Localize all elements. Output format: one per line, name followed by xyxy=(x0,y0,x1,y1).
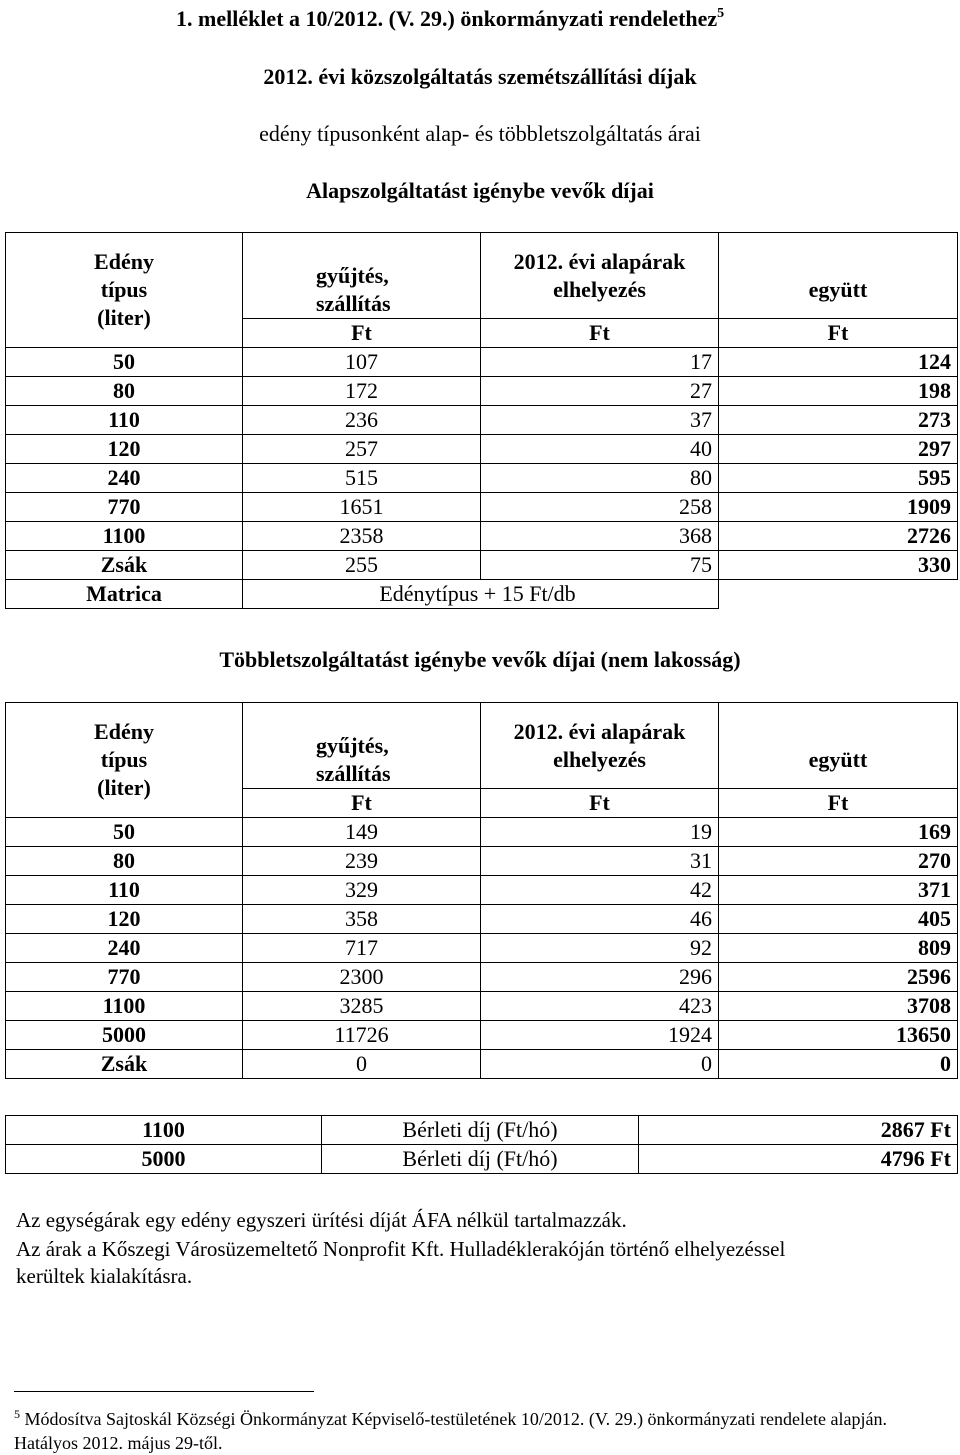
rental-size-cell: 5000 xyxy=(6,1145,322,1174)
total-price-cell: 273 xyxy=(719,406,958,435)
basic-rows xyxy=(6,348,958,580)
disposal-price-cell: 46 xyxy=(481,905,719,934)
disposal-price-cell: 423 xyxy=(481,992,719,1021)
table-row xyxy=(6,464,958,493)
table-row xyxy=(6,876,958,905)
total-price-cell: 270 xyxy=(719,847,958,876)
collection-header xyxy=(243,233,481,319)
disposal-price-cell: 40 xyxy=(481,435,719,464)
table-row xyxy=(6,847,958,876)
disposal-price-cell: 75 xyxy=(481,551,719,580)
total-price-cell: 371 xyxy=(719,876,958,905)
container-size-cell: 770 xyxy=(6,493,243,522)
unit-cell: Ft xyxy=(481,789,719,818)
header-line: szállítás xyxy=(316,291,391,316)
table-header-row xyxy=(6,703,958,789)
total-price-cell: 0 xyxy=(719,1050,958,1079)
header-line: elhelyezés xyxy=(553,746,646,772)
collection-price-cell: 2358 xyxy=(243,522,481,551)
collection-price-cell: 107 xyxy=(243,348,481,377)
table-row xyxy=(6,435,958,464)
header-line: típus xyxy=(100,747,148,772)
container-size-cell: 80 xyxy=(6,377,243,406)
container-size-cell: 50 xyxy=(6,348,243,377)
footnote-separator xyxy=(14,1391,314,1392)
container-size-cell: 240 xyxy=(6,464,243,493)
year-prices-label: 2012. évi alapárak xyxy=(513,248,686,274)
table-header-row xyxy=(6,233,958,319)
container-size-cell: 120 xyxy=(6,435,243,464)
disposal-header xyxy=(481,703,719,789)
collection-price-cell: 11726 xyxy=(243,1021,481,1050)
table-row xyxy=(6,934,958,963)
container-size-cell: 80 xyxy=(6,847,243,876)
container-size-cell: Zsák xyxy=(6,1050,243,1079)
disposal-price-cell: 42 xyxy=(481,876,719,905)
container-size-cell: 1100 xyxy=(6,992,243,1021)
disposal-price-cell: 258 xyxy=(481,493,719,522)
year-prices-label: 2012. évi alapárak xyxy=(513,718,686,744)
extra-section-title: Többletszolgáltatást igénybe vevők díjai (nem lakosság) xyxy=(219,647,741,672)
total-price-cell: 3708 xyxy=(719,992,958,1021)
total-price-cell: 595 xyxy=(719,464,958,493)
collection-price-cell: 2300 xyxy=(243,963,481,992)
table-row xyxy=(6,905,958,934)
table-row xyxy=(6,493,958,522)
matrica-value-text: Edénytípus + 15 Ft/db xyxy=(379,581,576,606)
header-line: Edény xyxy=(94,249,154,274)
container-size-cell: 110 xyxy=(6,406,243,435)
total-header xyxy=(719,703,958,789)
container-size-cell: 1100 xyxy=(6,522,243,551)
container-size-cell: 50 xyxy=(6,818,243,847)
header-line: típus xyxy=(100,277,148,302)
basic-section-title: Alapszolgáltatást igénybe vevők díjai xyxy=(306,178,654,203)
matrica-label: Matrica xyxy=(6,580,243,609)
total-price-cell: 2726 xyxy=(719,522,958,551)
collection-price-cell: 717 xyxy=(243,934,481,963)
table-row xyxy=(6,818,958,847)
total-price-cell: 2596 xyxy=(719,963,958,992)
note-2: Az árak a Kőszegi Városüzemeltető Nonprofit Kft. Hulladéklerakóján történő elhelyezéssel xyxy=(16,1237,786,1261)
header-line: Edény xyxy=(94,719,154,744)
header-line: elhelyezés xyxy=(553,276,646,302)
disposal-price-cell: 27 xyxy=(481,377,719,406)
collection-price-cell: 329 xyxy=(243,876,481,905)
doc-subtitle: edény típusonként alap- és többletszolgáltatás árai xyxy=(259,121,701,146)
footnote-text: Módosítva Sajtoskál Községi Önkormányzat Képviselő-testületének 10/2012. (V. 29.) önkormányzati rendelete alapján. Hatályos 2012. május 29-től. xyxy=(14,1409,887,1453)
total-header xyxy=(719,233,958,319)
disposal-price-cell: 368 xyxy=(481,522,719,551)
total-price-cell: 297 xyxy=(719,435,958,464)
unit-cell: Ft xyxy=(481,319,719,348)
total-price-cell: 809 xyxy=(719,934,958,963)
annex-title xyxy=(176,6,724,31)
doc-title: 2012. évi közszolgáltatás szemétszállítási díjak xyxy=(263,64,697,89)
disposal-price-cell: 0 xyxy=(481,1050,719,1079)
rental-fee-table xyxy=(5,1115,958,1174)
container-type-header xyxy=(6,703,243,818)
header-line: együtt xyxy=(808,747,868,772)
disposal-price-cell: 296 xyxy=(481,963,719,992)
unit-cell: Ft xyxy=(719,789,958,818)
rental-price-cell: 2867 Ft xyxy=(639,1116,958,1145)
disposal-price-cell: 80 xyxy=(481,464,719,493)
container-size-cell: 110 xyxy=(6,876,243,905)
table-row xyxy=(6,1145,958,1174)
collection-price-cell: 257 xyxy=(243,435,481,464)
rental-rows xyxy=(6,1116,958,1174)
container-size-cell: 120 xyxy=(6,905,243,934)
unit-cell: Ft xyxy=(243,319,481,348)
header-line: együtt xyxy=(808,277,868,302)
collection-price-cell: 515 xyxy=(243,464,481,493)
container-size-cell: 770 xyxy=(6,963,243,992)
table-row xyxy=(6,348,958,377)
note-3: kerültek kialakításra. xyxy=(16,1264,193,1288)
matrica-row xyxy=(6,580,958,609)
total-price-cell: 330 xyxy=(719,551,958,580)
unit-cell: Ft xyxy=(719,319,958,348)
rental-price-cell: 4796 Ft xyxy=(639,1145,958,1174)
empty-cell xyxy=(719,580,958,609)
disposal-price-cell: 19 xyxy=(481,818,719,847)
disposal-price-cell: 92 xyxy=(481,934,719,963)
collection-price-cell: 3285 xyxy=(243,992,481,1021)
container-size-cell: Zsák xyxy=(6,551,243,580)
header-line: szállítás xyxy=(316,761,391,786)
collection-price-cell: 239 xyxy=(243,847,481,876)
extra-fee-table xyxy=(5,702,958,1079)
footnote-number: 5 xyxy=(14,1407,20,1421)
container-type-header xyxy=(6,233,243,348)
container-size-cell: 240 xyxy=(6,934,243,963)
collection-price-cell: 358 xyxy=(243,905,481,934)
basic-fee-table xyxy=(5,232,958,609)
table-row xyxy=(6,1116,958,1145)
note-1: Az egységárak egy edény egyszeri ürítési díját ÁFA nélkül tartalmazzák. xyxy=(16,1208,627,1232)
disposal-header xyxy=(481,233,719,319)
footnote xyxy=(14,1402,954,1455)
annex-title-text: 1. melléklet a 10/2012. (V. 29.) önkormányzati rendelethez xyxy=(176,6,718,31)
header-line: gyűjtés, xyxy=(316,733,389,758)
header-line: (liter) xyxy=(97,305,151,330)
total-price-cell: 124 xyxy=(719,348,958,377)
table-row xyxy=(6,377,958,406)
table-row xyxy=(6,406,958,435)
table-row xyxy=(6,963,958,992)
total-price-cell: 13650 xyxy=(719,1021,958,1050)
collection-price-cell: 1651 xyxy=(243,493,481,522)
unit-cell: Ft xyxy=(243,789,481,818)
total-price-cell: 405 xyxy=(719,905,958,934)
table-row xyxy=(6,992,958,1021)
collection-price-cell: 0 xyxy=(243,1050,481,1079)
collection-price-cell: 236 xyxy=(243,406,481,435)
container-size-cell: 5000 xyxy=(6,1021,243,1050)
extra-rows xyxy=(6,818,958,1079)
footnote-reference[interactable]: 5 xyxy=(717,6,725,21)
rental-size-cell: 1100 xyxy=(6,1116,322,1145)
total-price-cell: 1909 xyxy=(719,493,958,522)
disposal-price-cell: 17 xyxy=(481,348,719,377)
table-row xyxy=(6,1050,958,1079)
disposal-price-cell: 31 xyxy=(481,847,719,876)
disposal-price-cell: 1924 xyxy=(481,1021,719,1050)
rental-label-cell: Bérleti díj (Ft/hó) xyxy=(322,1116,639,1145)
table-row xyxy=(6,522,958,551)
header-line: gyűjtés, xyxy=(316,263,389,288)
matrica-value xyxy=(243,580,719,609)
collection-price-cell: 255 xyxy=(243,551,481,580)
disposal-price-cell: 37 xyxy=(481,406,719,435)
header-line: (liter) xyxy=(97,775,151,800)
table-row xyxy=(6,551,958,580)
collection-price-cell: 172 xyxy=(243,377,481,406)
rental-label-cell: Bérleti díj (Ft/hó) xyxy=(322,1145,639,1174)
collection-price-cell: 149 xyxy=(243,818,481,847)
table-row xyxy=(6,1021,958,1050)
total-price-cell: 169 xyxy=(719,818,958,847)
total-price-cell: 198 xyxy=(719,377,958,406)
collection-header xyxy=(243,703,481,789)
